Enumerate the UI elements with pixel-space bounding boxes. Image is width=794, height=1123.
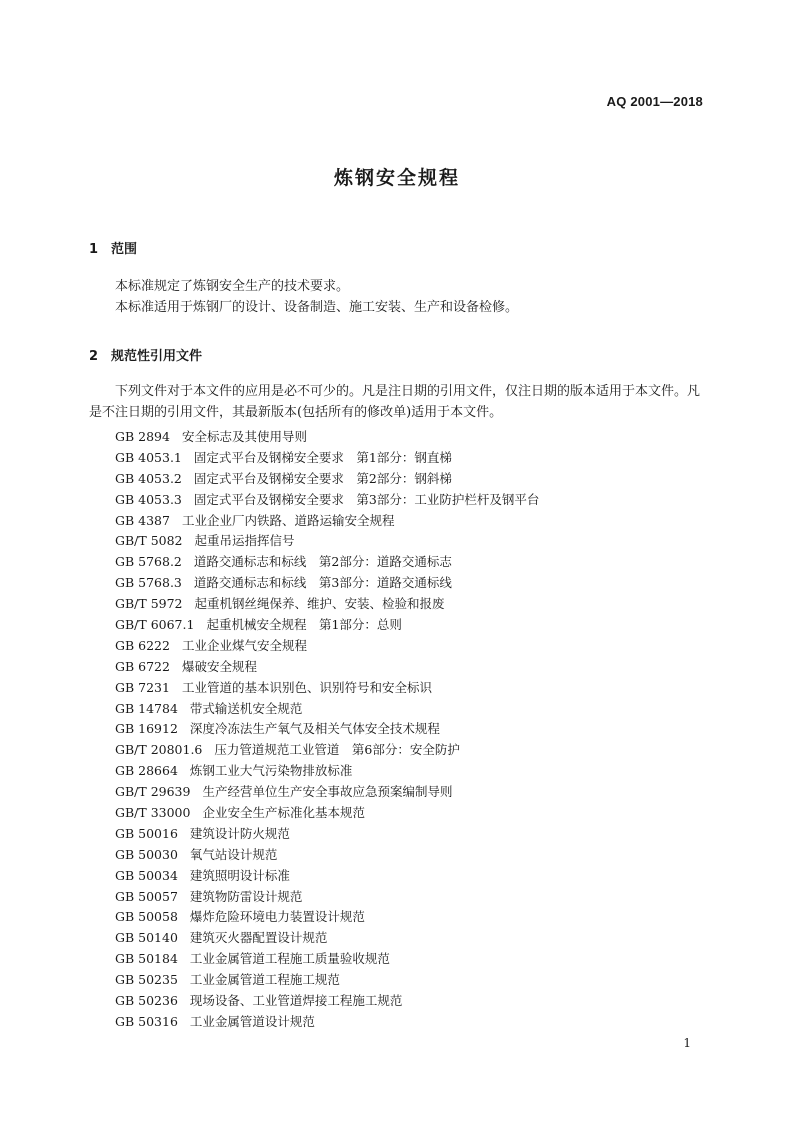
reference-title: 工业金属管道工程施工质量验收规范 [189, 951, 390, 967]
reference-code: GB 50236 [115, 993, 178, 1009]
reference-code: GB 4387 [115, 512, 170, 528]
reference-code: GB 4053.1 [115, 449, 182, 465]
reference-title: 压力管道规范工业管道 第6部分：安全防护 [214, 742, 460, 758]
reference-item [115, 907, 539, 928]
reference-code: GB 50057 [115, 888, 178, 904]
reference-code: GB 50235 [115, 972, 178, 988]
reference-title: 炼钢工业大气污染物排放标准 [189, 763, 353, 779]
reference-title: 固定式平台及钢梯安全要求 第2部分：钢斜梯 [193, 470, 452, 486]
reference-code: GB 6222 [115, 637, 170, 653]
reference-item [115, 740, 539, 761]
reference-code: GB 50058 [115, 909, 178, 925]
reference-code: GB 4053.3 [115, 491, 182, 507]
reference-item [115, 594, 539, 615]
reference-title: 工业企业厂内铁路、道路运输安全规程 [181, 512, 395, 528]
reference-item [115, 761, 539, 782]
page-number: 1 [683, 1036, 691, 1050]
reference-item [115, 511, 539, 532]
reference-code: GB/T 29639 [115, 784, 191, 800]
reference-code: GB 5768.3 [115, 575, 182, 591]
references-intro: 下列文件对于本文件的应用是必不可少的。凡是注日期的引用文件，仅注日期的版本适用于本文件。凡是不注日期的引用文件，其最新版本(包括所有的修改单)适用于本文件。 [89, 384, 701, 420]
reference-item [115, 719, 539, 740]
reference-code: GB 28664 [115, 763, 178, 779]
reference-item [115, 782, 539, 803]
reference-code: GB 50316 [115, 1013, 178, 1029]
reference-list [115, 427, 539, 1033]
section-2-heading [89, 345, 202, 364]
reference-item [115, 490, 539, 511]
reference-title: 起重机械安全规程 第1部分：总则 [206, 617, 402, 633]
reference-title: 深度冷冻法生产氧气及相关气体安全技术规程 [189, 721, 440, 737]
reference-code: GB 6722 [115, 658, 170, 674]
reference-item [115, 991, 539, 1012]
reference-code: GB 5768.2 [115, 554, 182, 570]
reference-code: GB 16912 [115, 721, 178, 737]
reference-code: GB 50030 [115, 846, 178, 862]
reference-title: 安全标志及其使用导则 [181, 429, 307, 444]
reference-item [115, 678, 539, 699]
section-2-title: 规范性引用文件 [111, 349, 203, 364]
reference-title: 生产经营单位生产安全事故应急预案编制导则 [202, 784, 453, 800]
reference-code: GB 50034 [115, 867, 178, 883]
reference-title: 道路交通标志和标线 第2部分：道路交通标志 [193, 554, 452, 570]
reference-title: 带式输送机安全规范 [189, 700, 303, 716]
reference-item [115, 928, 539, 949]
reference-item [115, 531, 539, 552]
reference-item [115, 469, 539, 490]
reference-title: 道路交通标志和标线 第3部分：道路交通标线 [193, 575, 452, 591]
reference-title: 起重机钢丝绳保养、维护、安装、检验和报废 [194, 596, 445, 612]
reference-item [115, 699, 539, 720]
reference-title: 现场设备、工业管道焊接工程施工规范 [189, 993, 403, 1009]
reference-item [115, 970, 539, 991]
reference-code: GB/T 33000 [115, 805, 191, 821]
reference-item [115, 887, 539, 908]
reference-title: 建筑物防雷设计规范 [189, 888, 303, 904]
document-title: 炼钢安全规程 [333, 167, 460, 189]
reference-code: GB 4053.2 [115, 470, 182, 486]
section-1-title: 范围 [111, 242, 138, 257]
reference-item [115, 949, 539, 970]
reference-item [115, 845, 539, 866]
reference-item [115, 866, 539, 887]
reference-code: GB/T 20801.6 [115, 742, 203, 758]
reference-title: 建筑设计防火规范 [189, 825, 290, 841]
reference-title: 固定式平台及钢梯安全要求 第1部分：钢直梯 [193, 449, 452, 465]
reference-item [115, 427, 539, 448]
reference-title: 工业金属管道设计规范 [189, 1013, 315, 1029]
reference-title: 爆破安全规程 [181, 658, 257, 674]
reference-code: GB 50016 [115, 825, 178, 841]
reference-item [115, 803, 539, 824]
reference-item [115, 573, 539, 594]
reference-title: 起重吊运指挥信号 [194, 533, 295, 549]
reference-code: GB 14784 [115, 700, 178, 716]
reference-item [115, 657, 539, 678]
reference-code: GB 50140 [115, 930, 178, 946]
reference-item [115, 1012, 539, 1033]
section-1-number: 1 [89, 242, 99, 257]
section-1-heading [89, 238, 137, 257]
reference-code: GB/T 6067.1 [115, 617, 195, 633]
reference-item [115, 636, 539, 657]
reference-title: 工业管道的基本识别色、识别符号和安全标识 [181, 679, 432, 695]
reference-title: 建筑照明设计标准 [189, 867, 290, 883]
reference-item [115, 448, 539, 469]
reference-title: 爆炸危险环境电力装置设计规范 [189, 909, 365, 925]
scope-paragraph-2: 本标准适用于炼钢厂的设计、设备制造、施工安装、生产和设备检修。 [115, 300, 519, 315]
reference-item [115, 824, 539, 845]
reference-code: GB 50184 [115, 951, 178, 967]
reference-title: 氧气站设计规范 [189, 846, 278, 862]
reference-title: 固定式平台及钢梯安全要求 第3部分：工业防护栏杆及钢平台 [193, 491, 540, 507]
reference-code: GB 7231 [115, 679, 170, 695]
standard-code: AQ 2001—2018 [606, 94, 703, 109]
section-2-number: 2 [89, 349, 99, 364]
reference-item [115, 552, 539, 573]
reference-code: GB/T 5082 [115, 533, 183, 549]
reference-title: 企业安全生产标准化基本规范 [202, 805, 365, 821]
reference-title: 建筑灭火器配置设计规范 [189, 930, 328, 946]
reference-code: GB/T 5972 [115, 596, 183, 612]
reference-item [115, 615, 539, 636]
reference-title: 工业金属管道工程施工规范 [189, 972, 340, 988]
reference-title: 工业企业煤气安全规程 [181, 637, 307, 653]
reference-code: GB 2894 [115, 429, 170, 444]
scope-paragraph-1: 本标准规定了炼钢安全生产的技术要求。 [115, 279, 350, 294]
